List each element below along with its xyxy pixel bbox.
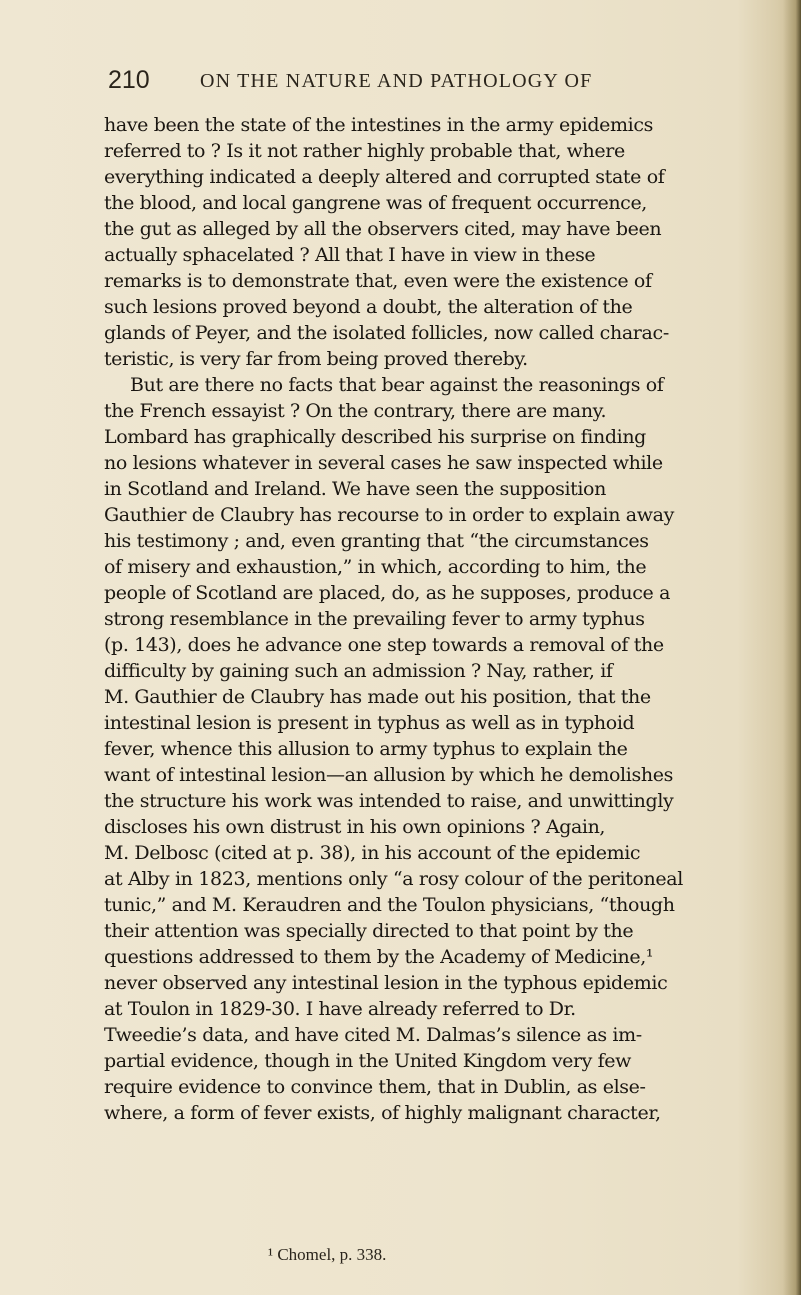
text-line: fever, whence this allusion to army typhus to explain the	[104, 738, 628, 760]
text-line: want of intestinal lesion—an allusion by which he demolishes	[104, 764, 673, 786]
page-number: 210	[108, 66, 150, 94]
text-line: glands of Peyer, and the isolated follicles, now called charac-	[104, 322, 669, 344]
text-line: the French essayist ? On the contrary, there are many.	[104, 400, 607, 422]
body-text	[104, 112, 794, 1126]
text-line: teristic, is very far from being proved thereby.	[104, 348, 528, 370]
text-line: no lesions whatever in several cases he saw inspected while	[104, 452, 663, 474]
text-line: M. Gauthier de Claubry has made out his position, that the	[104, 686, 651, 708]
text-line: questions addressed to them by the Academy of Medicine,¹	[104, 946, 654, 968]
text-line: difficulty by gaining such an admission ? Nay, rather, if	[104, 660, 613, 682]
text-line: in Scotland and Ireland. We have seen the supposition	[104, 478, 606, 500]
text-line: people of Scotland are placed, do, as he supposes, produce a	[104, 582, 671, 604]
text-line: at Toulon in 1829-30. I have already referred to Dr.	[104, 998, 576, 1020]
text-line: have been the state of the intestines in the army epidemics	[104, 114, 653, 136]
text-line: remarks is to demonstrate that, even were the existence of	[104, 270, 652, 292]
text-line: referred to ? Is it not rather highly probable that, where	[104, 140, 625, 162]
text-line: the structure his work was intended to raise, and unwittingly	[104, 790, 674, 812]
text-line: where, a form of fever exists, of highly malignant character,	[104, 1102, 661, 1124]
text-line: never observed any intestinal lesion in the typhous epidemic	[104, 972, 668, 994]
page-header	[108, 66, 708, 106]
text-line: the blood, and local gangrene was of frequent occurrence,	[104, 192, 647, 214]
text-line: their attention was specially directed to that point by the	[104, 920, 634, 942]
text-line: such lesions proved beyond a doubt, the alteration of the	[104, 296, 633, 318]
text-line: (p. 143), does he advance one step towards a removal of the	[104, 634, 664, 656]
text-line: the gut as alleged by all the observers cited, may have been	[104, 218, 662, 240]
text-line: M. Delbosc (cited at p. 38), in his account of the epidemic	[104, 842, 641, 864]
footnote: ¹ Chomel, p. 338.	[268, 1245, 387, 1264]
paragraph-start-line: But are there no facts that bear against the reasonings of	[130, 374, 664, 396]
text-line: at Alby in 1823, mentions only “a rosy colour of the peritoneal	[104, 868, 683, 890]
text-line: Gauthier de Claubry has recourse to in order to explain away	[104, 504, 674, 526]
text-line: partial evidence, though in the United Kingdom very few	[104, 1050, 631, 1072]
text-line: actually sphacelated ? All that I have in view in these	[104, 244, 596, 266]
text-line: intestinal lesion is present in typhus as well as in typhoid	[104, 712, 635, 734]
text-line: Lombard has graphically described his surprise on finding	[104, 426, 646, 448]
text-line: strong resemblance in the prevailing fever to army typhus	[104, 608, 645, 630]
text-line: require evidence to convince them, that in Dublin, as else-	[104, 1076, 646, 1098]
text-line: discloses his own distrust in his own opinions ? Again,	[104, 816, 606, 838]
text-line: his testimony ; and, even granting that “the circumstances	[104, 530, 649, 552]
text-line: everything indicated a deeply altered and corrupted state of	[104, 166, 665, 188]
text-line: tunic,” and M. Keraudren and the Toulon physicians, “though	[104, 894, 675, 916]
text-line: Tweedie’s data, and have cited M. Dalmas’s silence as im-	[104, 1024, 642, 1046]
text-line: of misery and exhaustion,” in which, according to him, the	[104, 556, 647, 578]
running-head: ON THE NATURE AND PATHOLOGY OF	[200, 70, 593, 92]
